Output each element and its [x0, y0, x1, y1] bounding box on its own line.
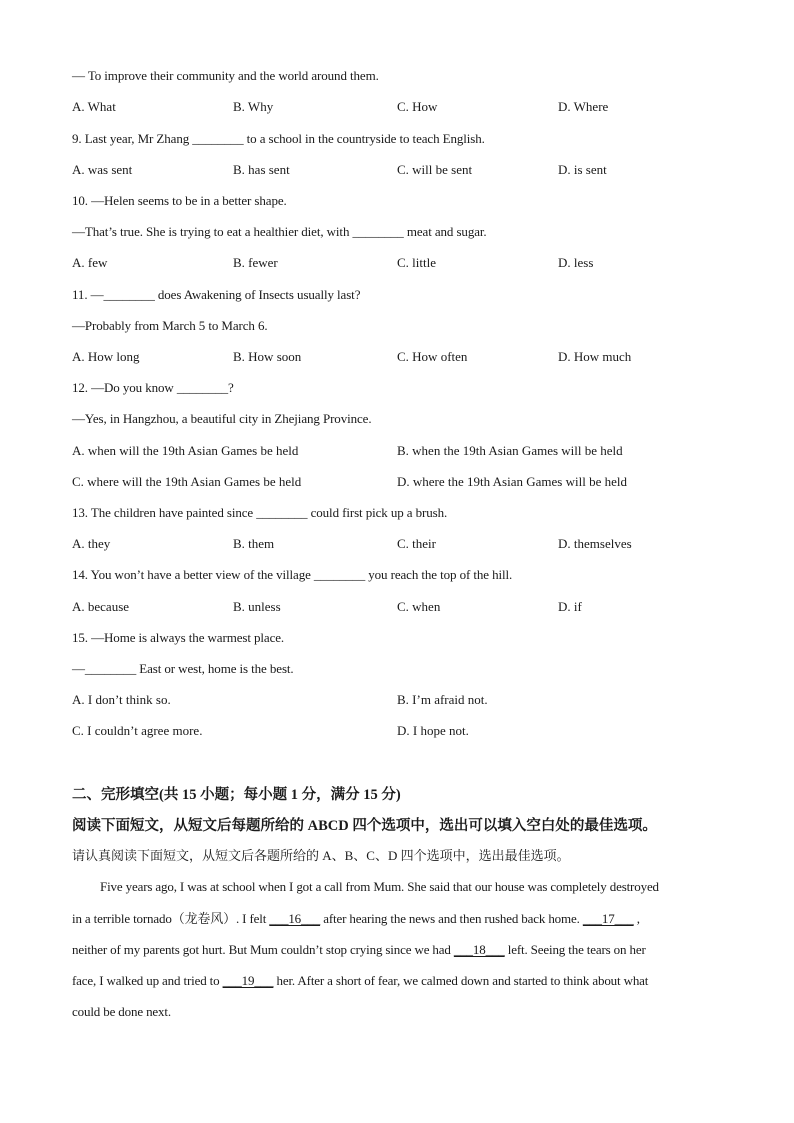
- q10-option-a: A. few: [72, 255, 108, 270]
- q12-line1: 12. —Do you know ________?: [72, 380, 234, 395]
- q10-option-c: C. little: [397, 255, 436, 270]
- passage-text: left. Seeing the tears on her: [504, 942, 646, 957]
- section-title: 二、完形填空(共 15 小题；每小题 1 分，满分 15 分): [72, 787, 401, 803]
- q11-line1: 11. —________ does Awakening of Insects usually last?: [72, 287, 361, 302]
- blank-17: ___17___: [582, 911, 634, 926]
- q11-option-d: D. How much: [558, 349, 632, 364]
- q15-option-d: D. I hope not.: [397, 723, 469, 738]
- passage-text: face, I walked up and tried to: [72, 973, 223, 988]
- q15-option-b: B. I’m afraid not.: [397, 692, 488, 707]
- q8-option-b: B. Why: [233, 99, 274, 114]
- q9-stem: 9. Last year, Mr Zhang ________ to a school in the countryside to teach English.: [72, 131, 485, 146]
- q11-option-c: C. How often: [397, 349, 468, 364]
- q15-line2: —________ East or west, home is the best.: [72, 661, 294, 676]
- passage-text: after hearing the news and then rushed back home.: [320, 911, 583, 926]
- q13-option-c: C. their: [397, 536, 436, 551]
- passage-line-2: [72, 911, 727, 927]
- section-subtitle: 阅读下面短文，从短文后每题所给的 ABCD 四个选项中，选出可以填入空白处的最佳选项。: [72, 818, 657, 834]
- q12-option-b: B. when the 19th Asian Games will be held: [397, 443, 623, 458]
- q14-option-d: D. if: [558, 599, 582, 614]
- passage-line-4: [72, 973, 727, 989]
- q13-option-a: A. they: [72, 536, 111, 551]
- q14-option-c: C. when: [397, 599, 441, 614]
- q11-line2: —Probably from March 5 to March 6.: [72, 318, 268, 333]
- blank-19: ___19___: [222, 973, 274, 988]
- q8-option-d: D. Where: [558, 99, 609, 114]
- q8-option-a: A. What: [72, 99, 116, 114]
- q10-option-b: B. fewer: [233, 255, 278, 270]
- passage-line-3: [72, 942, 727, 958]
- q11-option-a: A. How long: [72, 349, 140, 364]
- q13-option-b: B. them: [233, 536, 275, 551]
- q15-option-c: C. I couldn’t agree more.: [72, 723, 203, 738]
- q13-option-d: D. themselves: [558, 536, 632, 551]
- q14-option-a: A. because: [72, 599, 130, 614]
- passage-text: in a terrible tornado（龙卷风）. I felt: [72, 911, 270, 926]
- q8-option-c: C. How: [397, 99, 438, 114]
- q13-stem: 13. The children have painted since ________ could first pick up a brush.: [72, 505, 448, 520]
- passage-line-1: Five years ago, I was at school when I got a call from Mum. She said that our house was completely destroyed: [100, 879, 659, 894]
- blank-16: ___16___: [269, 911, 321, 926]
- q10-line2: —That’s true. She is trying to eat a healthier diet, with ________ meat and sugar.: [72, 224, 487, 239]
- passage-text: neither of my parents got hurt. But Mum couldn’t stop crying since we had: [72, 942, 454, 957]
- q10-line1: 10. —Helen seems to be in a better shape.: [72, 193, 287, 208]
- q9-option-c: C. will be sent: [397, 162, 473, 177]
- q12-line2: —Yes, in Hangzhou, a beautiful city in Zhejiang Province.: [72, 411, 372, 426]
- q10-option-d: D. less: [558, 255, 594, 270]
- q8-answer-line: — To improve their community and the world around them.: [72, 68, 379, 83]
- passage-text: ,: [633, 911, 640, 926]
- q14-option-b: B. unless: [233, 599, 281, 614]
- q14-stem: 14. You won’t have a better view of the village ________ you reach the top of the hill.: [72, 567, 513, 582]
- q12-option-d: D. where the 19th Asian Games will be held: [397, 474, 627, 489]
- blank-18: ___18___: [453, 942, 505, 957]
- q9-option-d: D. is sent: [558, 162, 607, 177]
- q15-option-a: A. I don’t think so.: [72, 692, 171, 707]
- q12-option-a: A. when will the 19th Asian Games be held: [72, 443, 299, 458]
- q11-option-b: B. How soon: [233, 349, 302, 364]
- q9-option-a: A. was sent: [72, 162, 133, 177]
- q9-option-b: B. has sent: [233, 162, 290, 177]
- q15-line1: 15. —Home is always the warmest place.: [72, 630, 285, 645]
- section-instruction: 请认真阅读下面短文，从短文后各题所给的 A、B、C、D 四个选项中，选出最佳选项。: [72, 848, 570, 863]
- passage-text: her. After a short of fear, we calmed down and started to think about what: [273, 973, 649, 988]
- passage-line-5: could be done next.: [72, 1004, 171, 1019]
- q12-option-c: C. where will the 19th Asian Games be held: [72, 474, 302, 489]
